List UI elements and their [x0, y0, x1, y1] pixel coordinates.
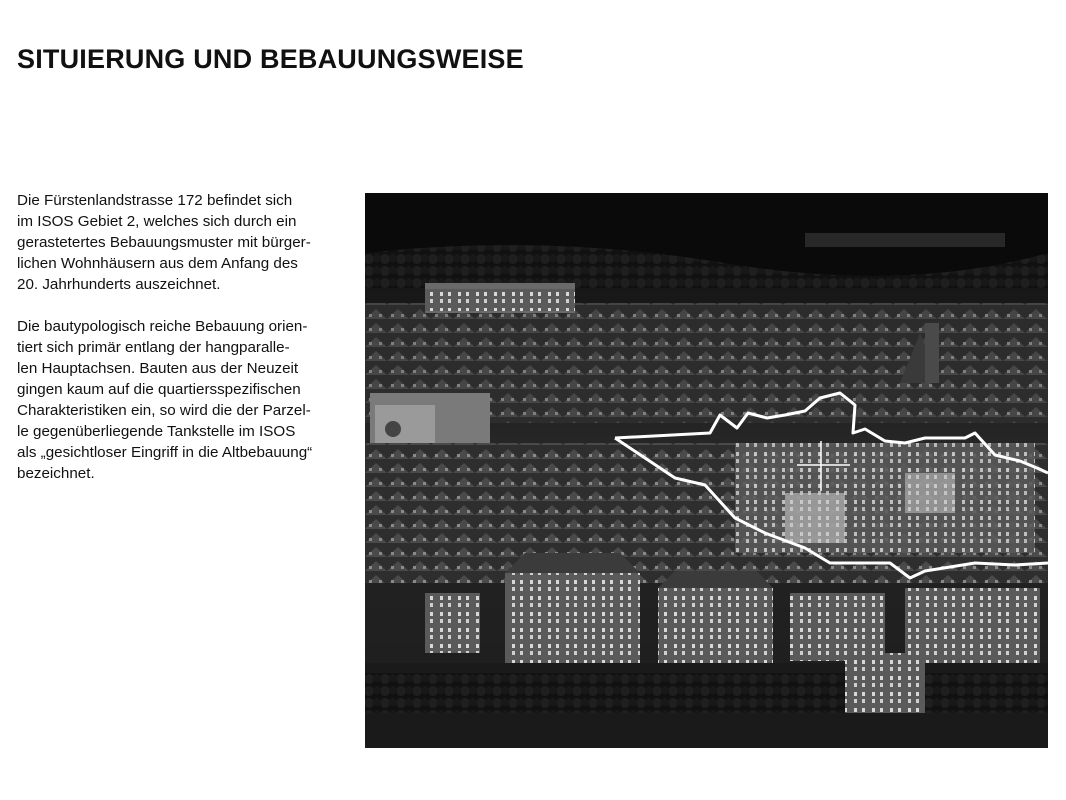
description-text [17, 190, 362, 484]
aerial-photo-illustration [365, 193, 1048, 748]
page-title: SITUIERUNG UND BEBAUUNGSWEISE [17, 44, 524, 74]
paragraph-development: Die bautypologisch reiche Bebauung orien- tiert sich primär entlang der hangparalle- len Hauptachsen. Bauten aus der Neuzeit gingen kaum auf die quartiersspezifischen Charakteristiken ein, so wird die der Parzel- le gegenüberliegende Tankstelle im ISOS als „gesichtloser Eingriff in die Altbebauung“ bezeichnet. [17, 318, 313, 482]
aerial-photo [365, 193, 1048, 748]
paragraph-location: Die Fürstenlandstrasse 172 befindet sich im ISOS Gebiet 2, welches sich durch ein gerastetertes Bebauungsmuster mit bürger- lichen Wohnhäusern aus dem Anfang des 20. Jahrhunderts auszeichnet. [17, 192, 311, 293]
